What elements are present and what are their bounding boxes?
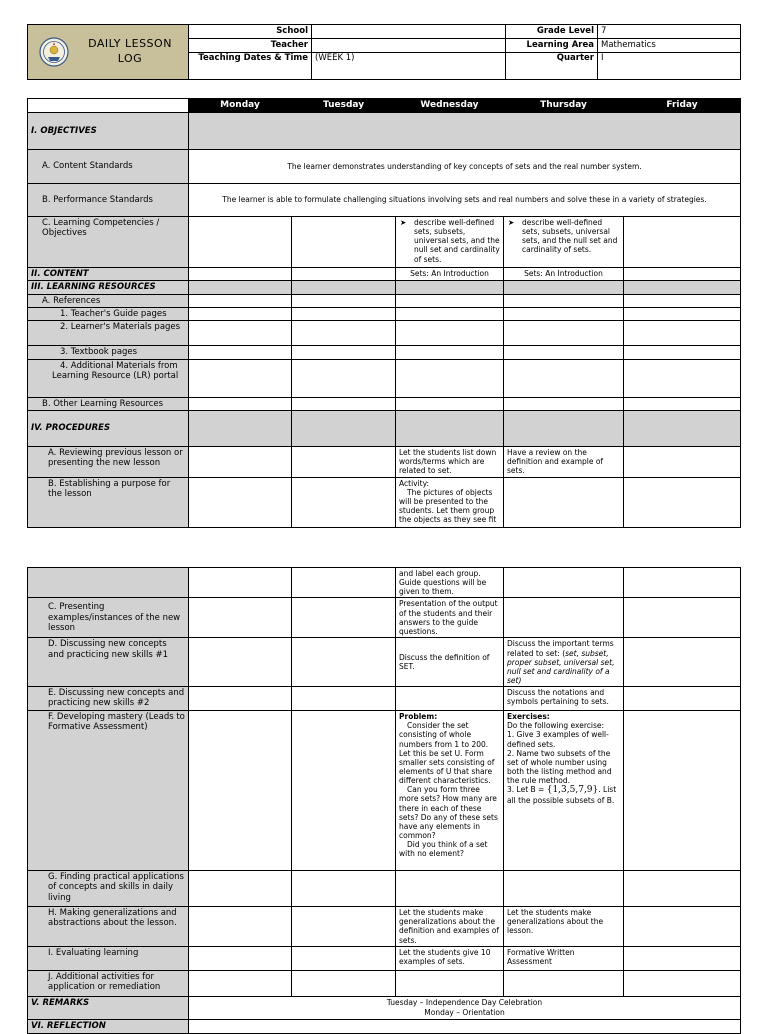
remarks-heading: V. REMARKS — [28, 997, 189, 1020]
problem-paragraph-3: Did you think of a set with no element? — [399, 840, 488, 859]
problem-heading: Problem: — [399, 712, 438, 722]
arrow-bullet-icon: ➤ — [508, 217, 515, 227]
exercise-2: 2. Name two subsets of the set of whole number using both the listing method and the rule method. — [507, 748, 612, 786]
exercise-3 — [507, 785, 620, 805]
learning-resources-heading: III. LEARNING RESOURCES — [28, 281, 189, 294]
proc-d-thu-terms: set, subset, proper subset, universal set, null set and cardinality of a set) — [507, 648, 615, 685]
references-label: A. References — [28, 294, 189, 307]
exercises-intro: Do the following exercise: — [507, 721, 605, 731]
additional-materials-label: 4. Additional Materials from Learning Resource (LR) portal — [28, 359, 189, 397]
competencies-wednesday — [396, 216, 504, 267]
tg-pages-label: 1. Teacher's Guide pages — [28, 308, 189, 321]
proc-i-thursday: Formative Written Assessment — [504, 947, 624, 971]
quarter-field[interactable]: I — [598, 53, 741, 80]
proc-h-label: H. Making generalizations and abstractions about the lesson. — [28, 907, 189, 947]
arrow-bullet-icon: ➤ — [400, 217, 407, 227]
other-resources-label: B. Other Learning Resources — [28, 397, 189, 410]
objectives-row — [28, 112, 741, 149]
teacher-field[interactable] — [312, 39, 506, 53]
reflection-heading: VI. REFLECTION — [28, 1019, 189, 1033]
teaching-dates-field[interactable]: (WEEK 1) — [312, 53, 506, 80]
competencies-label: C. Learning Competencies / Objectives — [28, 216, 189, 267]
lm-pages-label: 2. Learner's Materials pages — [28, 321, 189, 346]
proc-e-thursday: Discuss the notations and symbols pertaining to sets. — [504, 687, 624, 711]
proc-b-wednesday — [396, 477, 504, 527]
proc-j-label: J. Additional activities for application or remediation — [28, 971, 189, 997]
exercises-heading: Exercises: — [507, 712, 550, 722]
references-row — [28, 294, 741, 307]
performance-standards-text: The learner is able to formulate challenging situations involving sets and real numbers and solve these in a variety of strategies. — [189, 183, 741, 216]
proc-a-row — [28, 447, 741, 477]
proc-f-label: F. Developing mastery (Leads to Formative Assessment) — [28, 711, 189, 871]
additional-materials-row — [28, 359, 741, 397]
proc-d-wednesday: Discuss the definition of SET. — [396, 638, 504, 687]
daily-lesson-log-title — [75, 37, 185, 67]
teacher-label: Teacher — [189, 39, 312, 53]
proc-g-row — [28, 871, 741, 907]
day-thursday: Thursday — [504, 99, 624, 113]
proc-g-label: G. Finding practical applications of concepts and skills in daily living — [28, 871, 189, 907]
proc-c-wednesday: Presentation of the output of the students and their answers to the guide questions. — [396, 598, 504, 638]
proc-i-wednesday: Let the students give 10 examples of sets. — [396, 947, 504, 971]
remarks-line-1: Tuesday – Independence Day Celebration — [386, 998, 543, 1008]
proc-c-label: C. Presenting examples/instances of the new lesson — [28, 598, 189, 638]
content-standards-text: The learner demonstrates understanding of key concepts of sets and the real number system. — [189, 149, 741, 183]
proc-d-row — [28, 638, 741, 687]
lesson-table-part-2 — [27, 567, 741, 1034]
competencies-monday — [189, 216, 292, 267]
proc-e-row — [28, 687, 741, 711]
day-friday: Friday — [624, 99, 741, 113]
content-tuesday — [292, 267, 396, 280]
deped-seal-icon — [39, 37, 69, 67]
proc-b-label: B. Establishing a purpose for the lesson — [28, 477, 189, 527]
proc-d-label: D. Discussing new concepts and practicing new skills #1 — [28, 638, 189, 687]
remarks-text — [189, 997, 741, 1020]
teaching-dates-label: Teaching Dates & Time — [189, 53, 312, 80]
days-header-blank — [28, 99, 189, 113]
proc-c-row — [28, 598, 741, 638]
reflection-row — [28, 1019, 741, 1033]
proc-f-row — [28, 711, 741, 871]
competencies-tuesday — [292, 216, 396, 267]
proc-f-wednesday — [396, 711, 504, 871]
title-line-1: DAILY LESSON — [88, 37, 172, 51]
performance-standards-row — [28, 183, 741, 216]
header-logo-cell — [28, 25, 189, 80]
tg-pages-row — [28, 308, 741, 321]
exercise-3-start: 3. Let B = — [507, 785, 547, 795]
objectives-band — [189, 112, 741, 149]
school-label: School — [189, 25, 312, 39]
content-standards-row — [28, 149, 741, 183]
day-wednesday: Wednesday — [396, 99, 504, 113]
content-wednesday: Sets: An Introduction — [396, 267, 504, 280]
proc-d-thursday — [504, 638, 624, 687]
remarks-line-2: Monday – Orientation — [424, 1007, 505, 1017]
set-b-notation: {1,3,5,7,9} — [546, 785, 599, 796]
learning-resources-row — [28, 281, 741, 294]
activity-body: The pictures of objects will be presented to the students. Let them group the objects as they see fit — [399, 487, 497, 525]
quarter-label: Quarter — [506, 53, 598, 80]
lesson-table-1 — [27, 98, 741, 528]
proc-i-row — [28, 947, 741, 971]
grade-level-label: Grade Level — [506, 25, 598, 39]
days-header-row — [28, 99, 741, 113]
competencies-thursday — [504, 216, 624, 267]
proc-d-thu-intro: Discuss the important terms related to set: ( — [507, 639, 614, 658]
problem-paragraph-1: Consider the set consisting of whole numbers from 1 to 200. Let this be set U. Form smaller sets consisting of elements of U that share different characteristics. — [399, 721, 495, 786]
continuation-row — [28, 568, 741, 598]
learning-area-field[interactable]: Mathematics — [598, 39, 741, 53]
content-friday — [624, 267, 741, 280]
problem-paragraph-2: Can you form three more sets? How many are there in each of these sets? Do any of these sets have any elements in common? — [399, 785, 498, 840]
remarks-row — [28, 997, 741, 1020]
performance-standards-label: B. Performance Standards — [28, 183, 189, 216]
content-row — [28, 267, 741, 280]
procedures-row — [28, 411, 741, 447]
objectives-heading: I. OBJECTIVES — [28, 112, 189, 149]
header-table — [27, 24, 741, 80]
competencies-friday — [624, 216, 741, 267]
day-tuesday: Tuesday — [292, 99, 396, 113]
title-line-2: LOG — [117, 52, 143, 65]
textbook-pages-row — [28, 346, 741, 359]
lm-pages-row — [28, 321, 741, 346]
proc-b-row — [28, 477, 741, 527]
grade-level-field[interactable]: 7 — [598, 25, 741, 39]
school-field[interactable] — [312, 25, 506, 39]
content-standards-label: A. Content Standards — [28, 149, 189, 183]
proc-f-thursday — [504, 711, 624, 871]
header-block — [27, 24, 741, 80]
continuation-wednesday: and label each group. Guide questions will be given to them. — [396, 568, 504, 598]
proc-a-thursday: Have a review on the definition and example of sets. — [504, 447, 624, 477]
content-monday — [189, 267, 292, 280]
competency-wed-text: describe well-defined sets, subsets, universal sets, and the null set and cardinality of sets. — [414, 217, 500, 264]
proc-a-label: A. Reviewing previous lesson or presenting the new lesson — [28, 447, 189, 477]
exercise-3-end: . List all the possible subsets of B. — [507, 785, 617, 806]
content-heading: II. CONTENT — [28, 267, 189, 280]
textbook-pages-label: 3. Textbook pages — [28, 346, 189, 359]
other-resources-row — [28, 397, 741, 410]
lesson-table-part-1 — [27, 98, 741, 528]
lesson-table-2 — [27, 567, 741, 1034]
proc-h-row — [28, 907, 741, 947]
proc-j-row — [28, 971, 741, 997]
content-thursday: Sets: An Introduction — [504, 267, 624, 280]
proc-e-label: E. Discussing new concepts and practicing new skills #2 — [28, 687, 189, 711]
proc-i-label: I. Evaluating learning — [28, 947, 189, 971]
activity-heading: Activity: — [399, 478, 430, 488]
procedures-heading: IV. PROCEDURES — [28, 411, 189, 447]
competency-thu-text: describe well-defined sets, subsets, universal sets, and the null set and cardinality of sets. — [522, 217, 618, 255]
learning-area-label: Learning Area — [506, 39, 598, 53]
day-monday: Monday — [189, 99, 292, 113]
exercise-1: 1. Give 3 examples of well-defined sets. — [507, 730, 609, 749]
proc-h-thursday: Let the students make generalizations about the lesson. — [504, 907, 624, 947]
proc-h-wednesday: Let the students make generalizations about the definition and examples of sets. — [396, 907, 504, 947]
competencies-row — [28, 216, 741, 267]
proc-a-wednesday: Let the students list down words/terms which are related to set. — [396, 447, 504, 477]
